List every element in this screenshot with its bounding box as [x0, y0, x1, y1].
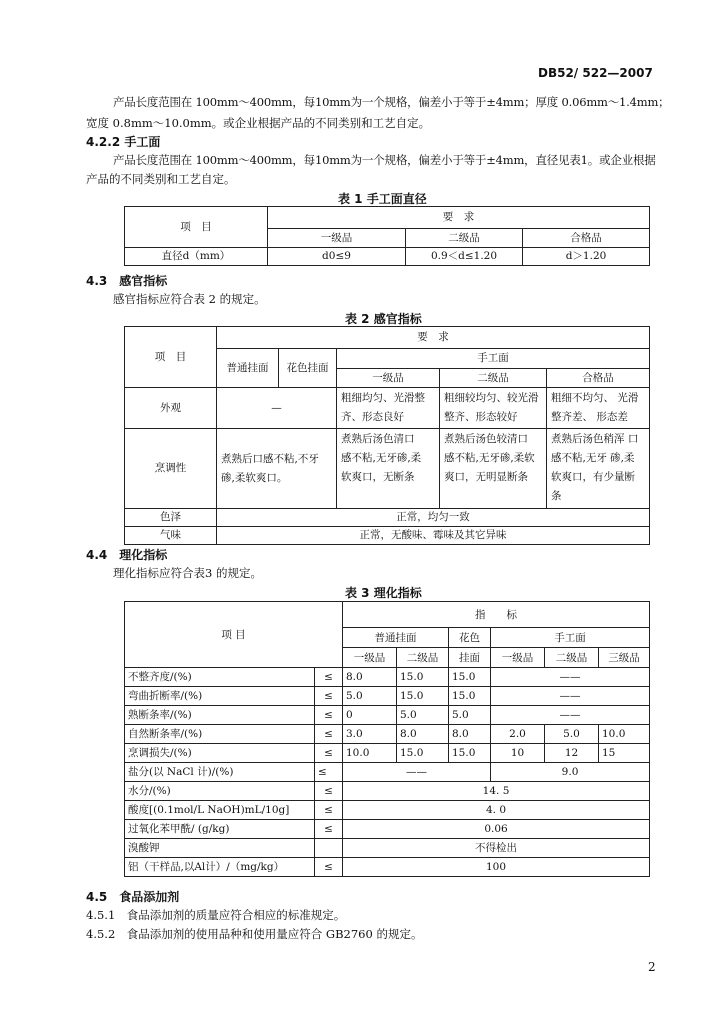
row-plain-1: 5.0 [343, 687, 397, 706]
table-2-item-header: 项 目 [125, 327, 217, 388]
table-1-value-1: d0≤9 [268, 248, 406, 266]
row-hand-3: 10.0 [599, 725, 650, 744]
table-1-grade-1: 一级品 [268, 229, 406, 248]
table-3-plain-grade-1: 一级品 [343, 648, 397, 668]
table-2-color-noodle-header: 花色挂面 [279, 349, 337, 388]
table-2-color-label: 色泽 [125, 509, 217, 527]
table-row [125, 744, 650, 763]
table-2-appearance-grade-2: 粗细较均匀、较光滑 整齐、形态较好 [440, 388, 547, 429]
table-2-caption: 表 2 感官指标 [345, 312, 422, 326]
section-4-3-heading: 4.3 感官指标 [86, 274, 168, 288]
row-op: ≤ [315, 668, 343, 687]
table-row [125, 839, 650, 858]
row-hand-2: 5.0 [545, 725, 599, 744]
section-4-5-heading: 4.5 食品添加剂 [86, 890, 180, 904]
row-label: 弯曲折断率/(%) [125, 687, 315, 706]
table-1-caption: 表 1 手工面直径 [338, 192, 427, 206]
row-label: 熟断条率/(%) [125, 706, 315, 725]
table-2-cooking-common: 煮熟后口感不粘,不牙 碜,柔软爽口。 [217, 429, 337, 509]
table-2-odor-value: 正常，无酸味、霉味及其它异味 [217, 527, 650, 545]
row-label: 盐分(以 NaCl 计)/(%) [125, 763, 315, 782]
table-1-value-3: d＞1.20 [523, 248, 650, 266]
table-3-color-header-2: 挂面 [449, 648, 491, 668]
table-1-row-label: 直径d（mm） [125, 248, 268, 266]
intro-line-1: 产品长度范围在 100mm～400mm，每10mm为一个规格，偏差小于等于±4mm；厚度 0.06mm～1.4mm； [113, 95, 670, 109]
row-label: 溴酸钾 [125, 839, 315, 858]
row-op: ≤ [315, 858, 343, 877]
table-row [125, 801, 650, 820]
row-plain-1: 10.0 [343, 744, 397, 763]
row-hand-2: 12 [545, 744, 599, 763]
row-plain-1: 3.0 [343, 725, 397, 744]
table-2-appearance-grade-3: 粗细不均匀、 光滑 整齐差、 形态差 [547, 388, 650, 429]
table-1-grade-2: 二级品 [406, 229, 523, 248]
table-2-grade-2: 二级品 [440, 369, 547, 388]
row-label: 水分/(%) [125, 782, 315, 801]
row-label: 自然断条率/(%) [125, 725, 315, 744]
table-row [125, 858, 650, 877]
table-2 [124, 326, 650, 545]
table-3-plain-grade-2: 二级品 [397, 648, 449, 668]
row-value: 不得检出 [343, 839, 650, 858]
table-3-hand-grade-3: 三级品 [599, 648, 650, 668]
table-1-item-header: 项 目 [125, 207, 268, 248]
row-value: 4. 0 [343, 801, 650, 820]
table-2-plain-noodle-header: 普通挂面 [217, 349, 279, 388]
row-label: 酸度[(0.1mol/L NaOH)mL/10g] [125, 801, 315, 820]
row-label: 过氧化苯甲酰/ (g/kg) [125, 820, 315, 839]
table-2-cooking-grade-1: 煮熟后汤色清口 感不粘,无牙碜,柔 软爽口，无断条 [337, 429, 440, 509]
doc-code: DB52/ 522—2007 [538, 66, 653, 80]
table-3-item-header: 项 目 [125, 602, 343, 668]
table-1 [124, 206, 650, 266]
section-4-5-1: 4.5.1 食品添加剂的质量应符合相应的标准规定。 [86, 908, 346, 922]
row-hand-1: 2.0 [491, 725, 545, 744]
row-op: ≤ [315, 763, 343, 782]
row-plain-2: 15.0 [397, 744, 449, 763]
table-3 [124, 601, 650, 877]
section-4-2-2-line-1: 产品长度范围在 100mm～400mm，每10mm为一个规格，偏差小于等于±4mm，直径见表1。或企业根据 [113, 153, 656, 167]
table-2-grade-3: 合格品 [547, 369, 650, 388]
table-row [125, 763, 650, 782]
table-2-appearance-grade-1: 粗细均匀、光滑整 齐、形态良好 [337, 388, 440, 429]
table-3-color-header: 花色 [449, 628, 491, 648]
table-3-index-header: 指 标 [343, 602, 650, 628]
row-color: 15.0 [449, 744, 491, 763]
section-4-5-2: 4.5.2 食品添加剂的使用品种和使用量应符合 GB2760 的规定。 [86, 927, 423, 941]
table-1-value-2: 0.9＜d≤1.20 [406, 248, 523, 266]
row-op: ≤ [315, 820, 343, 839]
table-row [125, 782, 650, 801]
row-op: ≤ [315, 687, 343, 706]
row-label: 铝（干样品,以Al计）/（mg/kg） [125, 858, 315, 877]
row-hand: —— [491, 668, 650, 687]
section-4-4-heading: 4.4 理化指标 [86, 548, 168, 562]
row-plain-2: 5.0 [397, 706, 449, 725]
row-label: 不整齐度/(%) [125, 668, 315, 687]
row-salt-left: —— [343, 763, 491, 782]
table-2-grade-1: 一级品 [337, 369, 440, 388]
table-row [125, 668, 650, 687]
row-op [315, 839, 343, 858]
table-2-requirement-header: 要 求 [217, 327, 650, 349]
row-op: ≤ [315, 725, 343, 744]
table-2-appearance-label: 外观 [125, 388, 217, 429]
row-plain-2: 15.0 [397, 668, 449, 687]
row-color: 15.0 [449, 687, 491, 706]
section-4-3-text: 感官指标应符合表 2 的规定。 [113, 292, 266, 306]
table-row [125, 687, 650, 706]
row-hand-3: 15 [599, 744, 650, 763]
table-2-color-value: 正常，均匀一致 [217, 509, 650, 527]
row-value: 14. 5 [343, 782, 650, 801]
row-color: 8.0 [449, 725, 491, 744]
row-op: ≤ [315, 744, 343, 763]
row-value: 100 [343, 858, 650, 877]
table-2-cooking-grade-2: 煮熟后汤色较清口 感不粘,无牙碜,柔软 爽口，无明显断条 [440, 429, 547, 509]
table-3-handmade-header: 手工面 [491, 628, 650, 648]
table-2-appearance-dash: — [217, 388, 337, 429]
row-hand-1: 10 [491, 744, 545, 763]
row-plain-2: 15.0 [397, 687, 449, 706]
table-2-cooking-label: 烹调性 [125, 429, 217, 509]
row-color: 15.0 [449, 668, 491, 687]
section-4-4-text: 理化指标应符合表3 的规定。 [113, 566, 262, 580]
row-plain-2: 8.0 [397, 725, 449, 744]
row-op: ≤ [315, 782, 343, 801]
row-op: ≤ [315, 706, 343, 725]
section-4-2-2-line-2: 产品的不同类别和工艺自定。 [86, 172, 236, 186]
table-3-hand-grade-2: 二级品 [545, 648, 599, 668]
table-3-plain-header: 普通挂面 [343, 628, 449, 648]
table-row [125, 706, 650, 725]
table-3-caption: 表 3 理化指标 [345, 586, 422, 600]
section-4-2-2-heading: 4.2.2 手工面 [86, 135, 161, 149]
table-2-handmade-header: 手工面 [337, 349, 650, 369]
table-1-grade-3: 合格品 [523, 229, 650, 248]
table-2-odor-label: 气味 [125, 527, 217, 545]
row-salt-right: 9.0 [491, 763, 650, 782]
page-number: 2 [648, 960, 656, 974]
row-color: 5.0 [449, 706, 491, 725]
table-1-requirement-header: 要 求 [268, 207, 650, 229]
table-2-cooking-grade-3: 煮熟后汤色稍浑 口 感不粘,无牙 碜,柔 软爽口，有少量断 条 [547, 429, 650, 509]
table-row [125, 820, 650, 839]
table-row [125, 725, 650, 744]
table-3-hand-grade-1: 一级品 [491, 648, 545, 668]
row-hand: —— [491, 687, 650, 706]
row-plain-1: 8.0 [343, 668, 397, 687]
row-plain-1: 0 [343, 706, 397, 725]
intro-line-2: 宽度 0.8mm～10.0mm。或企业根据产品的不同类别和工艺自定。 [86, 116, 431, 130]
row-label: 烹调损失/(%) [125, 744, 315, 763]
row-hand: —— [491, 706, 650, 725]
row-value: 0.06 [343, 820, 650, 839]
row-op: ≤ [315, 801, 343, 820]
